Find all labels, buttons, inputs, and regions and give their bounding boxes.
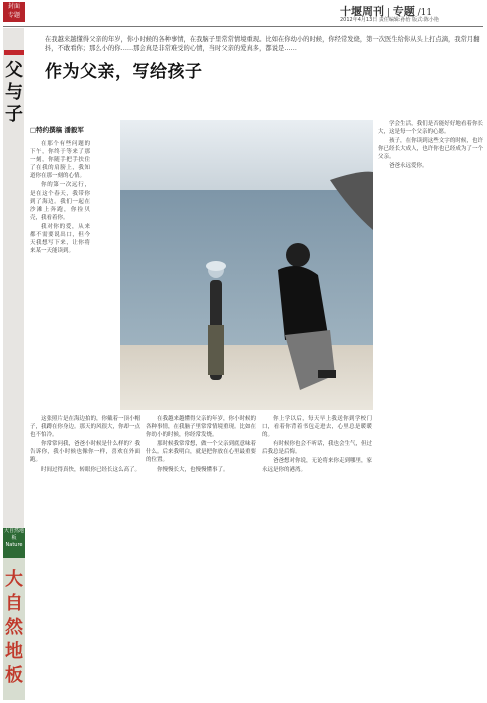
paragraph: 我对你的爱，从来都不需要说出口，但今天我想写下来，让你将来某一天能读到。 bbox=[30, 223, 90, 255]
paragraph: 这张照片是在海边拍的，你戴着一顶小帽子，我蹲在你身边。那天的风很大，你却一点也不怕冷。 bbox=[30, 416, 140, 439]
section-box-label: 封面 专题 bbox=[7, 3, 20, 19]
date-line: 2012年4月13日 责任编辑:孙怡 版式:陈小艳 bbox=[340, 17, 439, 23]
paragraph: 爸爸想对你说，无论将来你走到哪里，家永远是你的港湾。 bbox=[262, 458, 372, 473]
paragraph: 孩子，在你读到这些文字的时候，也许你已经长大成人，也许你也已经成为了一个父亲。 bbox=[378, 138, 483, 161]
section-box bbox=[3, 2, 25, 22]
paragraph: 爸爸永远爱你。 bbox=[389, 163, 428, 170]
sidebar-title: 父与子 bbox=[5, 60, 23, 125]
paragraph: 你上学以后，每天早上我送你到学校门口，看着你背着书包走进去，心里总是暖暖的。 bbox=[262, 416, 372, 439]
paragraph: 你的第一次远行，是在这个春天，我带你到了海边。我们一起在沙滩上奔跑，你捡贝壳，我看着你。 bbox=[30, 182, 90, 221]
page-number: 11 bbox=[420, 8, 433, 18]
text-column-2 bbox=[30, 415, 140, 695]
text-column-3 bbox=[146, 415, 256, 695]
header-rule bbox=[3, 26, 483, 27]
paragraph: 那时候我常常想，做一个父亲到底意味着什么。后来我明白，就是把你放在心里最重要的位置。 bbox=[146, 441, 256, 464]
ad-slogan: 大自然地板 bbox=[5, 569, 23, 686]
paragraph: 有时候你也会不听话，我也会生气，但过后我总是后悔。 bbox=[262, 441, 372, 456]
ad-brand: 大自然地板 Nature bbox=[3, 528, 25, 558]
text-column-1 bbox=[30, 140, 90, 410]
paragraph: 你慢慢长大，也慢慢懂事了。 bbox=[157, 466, 229, 473]
publication-title: 十堰周刊 | 专题 /11 bbox=[340, 5, 433, 18]
headline: 作为父亲，写给孩子 bbox=[45, 62, 203, 82]
paragraph: 在我越来越懂得父亲的年岁，你小时候的各种事情，在我脑子里常常情境重现。比如在你幼小的时候，你经常发烧。 bbox=[146, 416, 256, 439]
section-name: 专题 bbox=[392, 5, 415, 18]
publication-name: 十堰周刊 bbox=[340, 5, 384, 18]
sidebar-accent bbox=[4, 50, 24, 55]
paragraph: 学会生活，我们是否能好好地看着你长大，这是每一个父亲的心愿。 bbox=[378, 121, 483, 136]
article-lead: 在我越来越懂得父亲的年岁，你小时候的各种事情，在我脑子里常常情境重现。比如在你幼小的时候，你经常发烧，第一次医生给你从头上打点滴，我常月翻抖，不敢看你；那么小的你……那会真是非常难受的心情，当时父亲的爱真多，都说是…… bbox=[45, 36, 480, 52]
byline: □特约撰稿 潘毅军 bbox=[30, 126, 84, 134]
text-column-5 bbox=[378, 120, 483, 695]
text-column-4 bbox=[262, 415, 372, 695]
paragraph: 在那个有些问题的下午，你终于等来了那一刻，你随手把手扶住了在我的肩膀上，我知道你在那一刻的心情。 bbox=[30, 141, 90, 180]
paragraph: 时间过得真快，转眼你已经长这么高了。 bbox=[41, 466, 140, 473]
paragraph: 你常常问我，爸爸小时候是什么样的？我告诉你，我小时候也像你一样，喜欢在外面跑。 bbox=[30, 441, 140, 464]
